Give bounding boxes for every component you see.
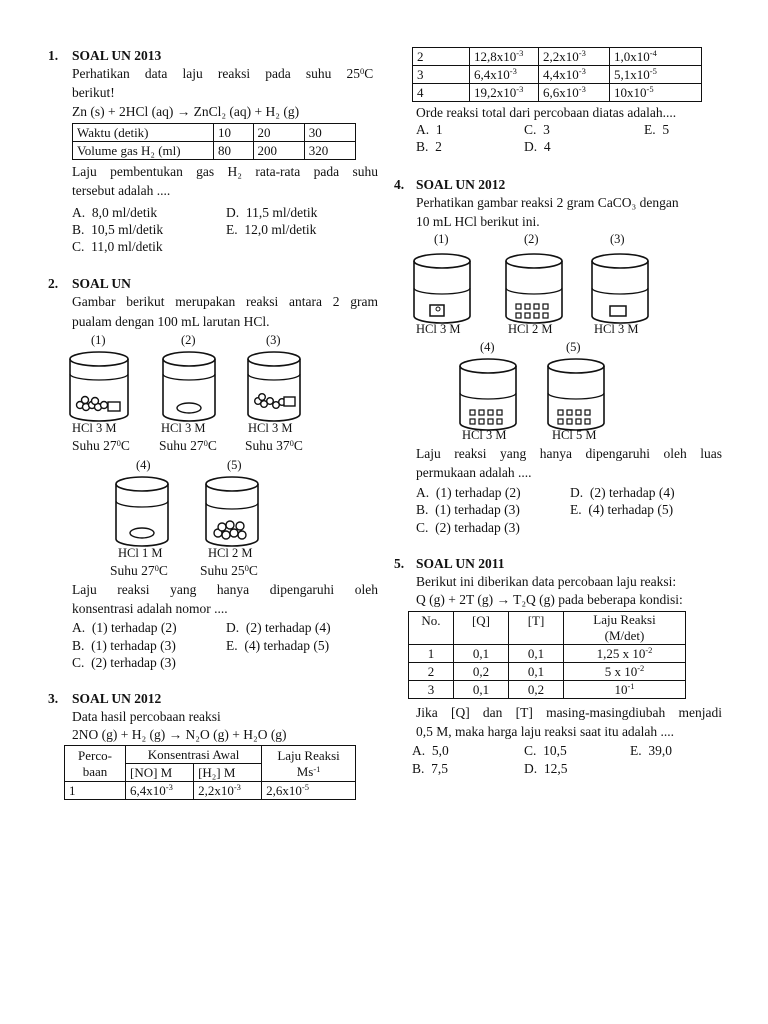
beaker-label: HCl 5 M xyxy=(552,428,597,442)
beaker-illustration xyxy=(68,350,130,422)
table-cell: Volume gas H₂ (ml) xyxy=(73,142,214,160)
beaker-label: HCl 2 M xyxy=(208,546,253,560)
table-cell: 20 xyxy=(253,124,304,142)
option-c[interactable]: C. (2) terhadap (3) xyxy=(416,520,520,535)
beaker-illustration xyxy=(590,252,650,324)
beaker-number: (1) xyxy=(91,333,106,347)
table-cell: 5 x $10^{-2}$ xyxy=(564,663,686,681)
question-title: SOAL UN 2012 xyxy=(416,177,506,192)
beaker-number: (4) xyxy=(136,458,151,472)
option-a[interactable]: A. (1) terhadap (2) xyxy=(72,620,177,635)
table-header: Laju Reaksi $Ms^{-1}$ xyxy=(262,746,356,782)
option-c[interactable]: C. (2) terhadap (3) xyxy=(72,655,176,670)
table-header: [H₂] M xyxy=(194,764,262,782)
option-e[interactable]: E. 39,0 xyxy=(630,743,672,758)
question-text: Jika [Q] dan [T] masing-masingdiubah menjadi xyxy=(416,705,722,720)
table-row xyxy=(73,142,356,160)
table-cell: 3 xyxy=(409,681,454,699)
question-intro: Berikut ini diberikan data percobaan laju reaksi: xyxy=(416,574,677,589)
option-d[interactable]: D. (2) terhadap (4) xyxy=(570,485,675,500)
beaker-label: HCl 3 M xyxy=(594,322,639,336)
table-row xyxy=(65,746,356,764)
table-cell: 4 xyxy=(413,84,470,102)
table-cell: 0,2 xyxy=(509,681,564,699)
table-cell: 10 xyxy=(214,124,254,142)
question-number: 3. xyxy=(48,691,59,706)
beaker-illustration xyxy=(412,252,472,324)
table-row xyxy=(409,645,686,663)
table-row xyxy=(65,782,356,800)
option-e[interactable]: E. (4) terhadap (5) xyxy=(226,638,330,653)
table-cell: 80 xyxy=(214,142,254,160)
data-table xyxy=(64,745,356,800)
question-text: Laju pembentukan gas H₂ rata-rata pada suhu xyxy=(72,164,378,179)
table-row xyxy=(409,612,686,645)
beaker-label: HCl 3 M xyxy=(416,322,461,336)
beaker-label: HCl 3 M xyxy=(161,421,206,435)
table-row xyxy=(409,663,686,681)
option-b[interactable]: B. (1) terhadap (3) xyxy=(72,638,176,653)
table-cell: 0,1 xyxy=(509,663,564,681)
question-intro-2: berikut! xyxy=(72,85,115,100)
table-cell: 2 xyxy=(409,663,454,681)
reaction-equation: 2NO (g) + H₂ (g) → N₂O (g) + H₂O (g) xyxy=(72,727,287,742)
question-title: SOAL UN 2011 xyxy=(416,556,505,571)
option-a[interactable]: A. 1 xyxy=(416,122,443,137)
option-a[interactable]: A. 8,0 ml/detik xyxy=(72,205,158,220)
table-cell: 200 xyxy=(253,142,304,160)
table-header: [T] xyxy=(509,612,564,645)
question-title: SOAL UN 2012 xyxy=(72,691,162,706)
table-row xyxy=(73,124,356,142)
question-intro-2: Q (g) + 2T (g) → T₂Q (g) pada beberapa kondisi: xyxy=(416,592,683,607)
question-text-2: tersebut adalah .... xyxy=(72,183,171,198)
table-cell: 0,1 xyxy=(509,645,564,663)
question-intro: Gambar berikut merupakan reaksi antara 2 gram xyxy=(72,294,378,309)
option-e[interactable]: E. 5 xyxy=(644,122,670,137)
beaker-label: HCl 3 M xyxy=(72,421,117,435)
temperature-label: Suhu $37^0C$ xyxy=(245,438,303,453)
question-number: 4. xyxy=(394,177,405,192)
table-cell: $6,4x10^{-3}$ xyxy=(126,782,194,800)
table-cell: 2 xyxy=(413,48,470,66)
table-header: Perco- baan xyxy=(65,746,126,782)
beaker-number: (2) xyxy=(524,232,539,246)
reaction-equation: Zn (s) + 2HCl (aq) → ZnCl₂ (aq) + H₂ (g) xyxy=(72,104,300,119)
beaker-number: (5) xyxy=(227,458,242,472)
question-text: Laju reaksi yang hanya dipengaruhi oleh luas xyxy=(416,446,722,461)
beaker-illustration xyxy=(114,475,170,547)
data-table xyxy=(408,611,686,699)
table-cell: Waktu (detik) xyxy=(73,124,214,142)
question-number: 2. xyxy=(48,276,59,291)
beaker-number: (3) xyxy=(610,232,625,246)
table-cell: $6,6x10^{-3}$ xyxy=(539,84,610,102)
option-d[interactable]: D. 4 xyxy=(524,139,551,154)
question-text-2: permukaan adalah .... xyxy=(416,465,532,480)
temperature-label: Suhu $27^0C$ xyxy=(110,563,168,578)
table-cell: 30 xyxy=(304,124,355,142)
beaker-number: (5) xyxy=(566,340,581,354)
option-d[interactable]: D. (2) terhadap (4) xyxy=(226,620,331,635)
table-cell: 0,1 xyxy=(454,681,509,699)
question-number: 1. xyxy=(48,48,59,63)
option-d[interactable]: D. 12,5 xyxy=(524,761,568,776)
table-cell: $5,1x10^{-5}$ xyxy=(610,66,702,84)
table-cell: $2,6x10^{-5}$ xyxy=(262,782,356,800)
beaker-number: (3) xyxy=(266,333,281,347)
table-cell: $10x10^{-5}$ xyxy=(610,84,702,102)
table-cell: 1,25 x $10^{-2}$ xyxy=(564,645,686,663)
option-c[interactable]: C. 3 xyxy=(524,122,550,137)
table-header: Konsentrasi Awal xyxy=(126,746,262,764)
table-header: Laju Reaksi (M/det) xyxy=(564,612,686,645)
table-cell: $6,4x10^{-3}$ xyxy=(470,66,539,84)
table-cell: 1 xyxy=(409,645,454,663)
table-cell: 0,1 xyxy=(454,645,509,663)
question-title: SOAL UN xyxy=(72,276,131,291)
beaker-number: (1) xyxy=(434,232,449,246)
temperature-label: Suhu $25^0C$ xyxy=(200,563,258,578)
table-row xyxy=(413,48,702,66)
question-title: SOAL UN 2013 xyxy=(72,48,162,63)
option-b[interactable]: B. 10,5 ml/detik xyxy=(72,222,164,237)
option-e[interactable]: E. (4) terhadap (5) xyxy=(570,502,674,517)
beaker-illustration xyxy=(246,350,302,422)
table-cell: $1,0x10^{-4}$ xyxy=(610,48,702,66)
question-text: Laju reaksi yang hanya dipengaruhi oleh xyxy=(72,582,378,597)
table-header: No. xyxy=(409,612,454,645)
temperature-label: Suhu $27^0C$ xyxy=(72,438,130,453)
table-row xyxy=(413,84,702,102)
beaker-number: (2) xyxy=(181,333,196,347)
table-cell: 3 xyxy=(413,66,470,84)
option-d[interactable]: D. 11,5 ml/detik xyxy=(226,205,318,220)
table-cell: $10^{-1}$ xyxy=(564,681,686,699)
table-cell: 1 xyxy=(65,782,126,800)
table-cell: $2,2x10^{-3}$ xyxy=(539,48,610,66)
option-e[interactable]: E. 12,0 ml/detik xyxy=(226,222,317,237)
question-number: 5. xyxy=(394,556,405,571)
table-cell: $2,2x10^{-3}$ xyxy=(194,782,262,800)
question-intro-2: pualam dengan 100 mL larutan HCl. xyxy=(72,314,270,329)
option-c[interactable]: C. 11,0 ml/detik xyxy=(72,239,163,254)
beaker-number: (4) xyxy=(480,340,495,354)
beaker-label: HCl 2 M xyxy=(508,322,553,336)
beaker-label: HCl 3 M xyxy=(462,428,507,442)
option-a[interactable]: A. (1) terhadap (2) xyxy=(416,485,521,500)
question-text: Orde reaksi total dari percobaan diatas adalah.... xyxy=(416,105,677,120)
data-table xyxy=(72,123,356,160)
table-row xyxy=(409,681,686,699)
beaker-illustration xyxy=(458,357,518,431)
data-table xyxy=(412,47,702,102)
option-b[interactable]: B. 2 xyxy=(416,139,442,154)
table-cell: $12,8x10^{-3}$ xyxy=(470,48,539,66)
option-a[interactable]: A. 5,0 xyxy=(412,743,449,758)
beaker-illustration xyxy=(546,357,606,431)
beaker-label: HCl 1 M xyxy=(118,546,163,560)
table-cell: $4,4x10^{-3}$ xyxy=(539,66,610,84)
table-cell: 0,2 xyxy=(454,663,509,681)
beaker-label: HCl 3 M xyxy=(248,421,293,435)
question-intro-2: 10 mL HCl berikut ini. xyxy=(416,214,540,229)
question-text-2: 0,5 M, maka harga laju reaksi saat itu adalah .... xyxy=(416,724,675,739)
question-intro: Perhatikan gambar reaksi 2 gram CaCO₃ dengan xyxy=(416,195,679,210)
table-header: [Q] xyxy=(454,612,509,645)
option-b[interactable]: B. (1) terhadap (3) xyxy=(416,502,520,517)
table-header: [NO] M xyxy=(126,764,194,782)
question-intro: Data hasil percobaan reaksi xyxy=(72,709,221,724)
option-b[interactable]: B. 7,5 xyxy=(412,761,449,776)
beaker-illustration xyxy=(161,350,217,422)
question-text-2: konsentrasi adalah nomor .... xyxy=(72,601,228,616)
beaker-illustration xyxy=(504,252,564,324)
table-cell: 320 xyxy=(304,142,355,160)
temperature-label: Suhu $27^0C$ xyxy=(159,438,217,453)
beaker-illustration xyxy=(204,475,260,547)
table-row xyxy=(413,66,702,84)
table-cell: $19,2x10^{-3}$ xyxy=(470,84,539,102)
question-intro: Perhatikan data laju reaksi pada suhu $25^0C$ xyxy=(72,66,374,81)
option-c[interactable]: C. 10,5 xyxy=(524,743,567,758)
